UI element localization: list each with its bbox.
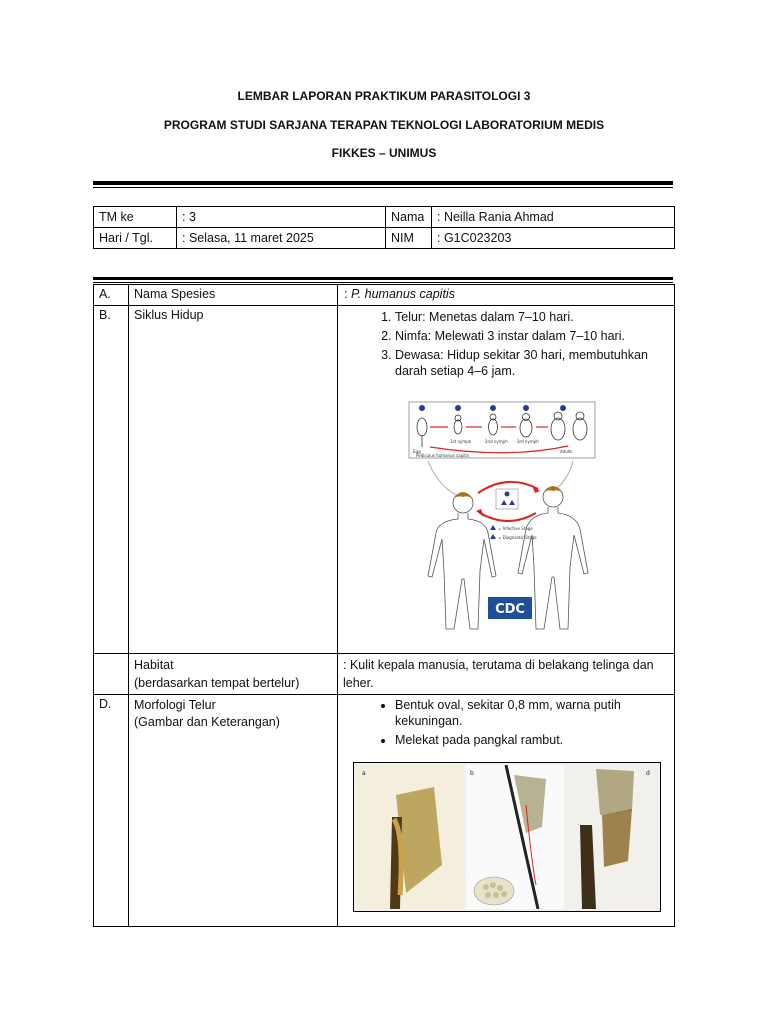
header-rule-thin	[93, 187, 673, 188]
row-egg-morphology	[94, 695, 675, 927]
row-d-letter: D.	[94, 695, 129, 927]
title-line-1: LEMBAR LAPORAN PRAKTIKUM PARASITOLOGI 3	[237, 89, 531, 103]
row-d-content	[338, 695, 675, 927]
row-habitat-letter	[94, 654, 129, 695]
nama-label: Nama	[386, 207, 432, 228]
egg-photo-d	[566, 765, 658, 909]
photo-label-a: a	[362, 770, 366, 777]
habitat-sublabel: (berdasarkan tempat bertelur)	[134, 676, 300, 690]
egg-photo-a	[356, 765, 464, 909]
row-a-label: Nama Spesies	[129, 285, 338, 306]
row-b-content	[338, 306, 675, 654]
species-name: P. humanus capitis	[350, 287, 455, 301]
title-line-2: PROGRAM STUDI SARJANA TERAPAN TEKNOLOGI LABORATORIUM MEDIS	[163, 118, 605, 132]
report-table	[93, 284, 675, 927]
hari-label: Hari / Tgl.	[94, 228, 177, 249]
lifecycle-item-adult: 3. Dewasa: Hidup sekitar 30 hari, membutuhkan darah setiap 4–6 jam.	[395, 347, 669, 379]
morphology-sublabel: (Gambar dan Keterangan)	[134, 715, 280, 729]
species-prefix: :	[344, 287, 351, 301]
header-rule-thick	[93, 181, 673, 185]
row-a-value	[338, 285, 675, 306]
nama-value: : Neilla Rania Ahmad	[432, 207, 675, 228]
tm-value: : 3	[177, 207, 386, 228]
section-rule-thin	[93, 282, 673, 283]
nim-label: NIM	[386, 228, 432, 249]
egg-photo-b	[466, 765, 564, 909]
morphology-list	[343, 697, 669, 748]
row-d-label	[129, 695, 338, 927]
photo-label-b: b	[470, 770, 474, 777]
habitat-label: Habitat	[134, 658, 174, 672]
cdc-logo-text: CDC	[495, 602, 525, 617]
row-b-label: Siklus Hidup	[129, 306, 338, 654]
row-lifecycle	[94, 306, 675, 654]
legend-infective: = Infective Stage	[498, 526, 533, 531]
lifecycle-item-nymph: 2. Nimfa: Melewati 3 instar dalam 7–10 hari.	[395, 328, 669, 344]
tm-label: TM ke	[94, 207, 177, 228]
lifecycle-item-egg: 1. Telur: Menetas dalam 7–10 hari.	[395, 309, 669, 325]
hari-value: : Selasa, 11 maret 2025	[177, 228, 386, 249]
lifecycle-diagram	[408, 401, 598, 639]
lifecycle-figure	[408, 401, 598, 639]
photo-label-d: d	[646, 770, 650, 777]
title-line-3: FIKKES – UNIMUS	[331, 146, 437, 160]
species-label: Pediculus humanus capitis	[416, 453, 470, 458]
stage-label-egg: Egg	[413, 449, 421, 454]
legend-diagnostic: = Diagnostic Stage	[498, 535, 537, 540]
lifecycle-list	[343, 309, 669, 379]
egg-micrographs	[353, 762, 661, 912]
stage-label-nymph1: 1st nymph	[450, 439, 472, 444]
stage-label-adults: Adults	[560, 449, 573, 454]
row-habitat-label	[129, 654, 338, 695]
row-species	[94, 285, 675, 306]
row-b-letter: B.	[94, 306, 129, 654]
stage-label-nymph2: 2nd nymph	[485, 439, 508, 444]
photo-label-c: c	[470, 872, 474, 879]
stage-label-nymph3: 3rd nymph	[517, 439, 539, 444]
row-habitat	[94, 654, 675, 695]
habitat-value: : Kulit kepala manusia, terutama di belakang telinga dan leher.	[338, 654, 675, 695]
morphology-item-attach: • Melekat pada pangkal rambut.	[395, 732, 669, 748]
section-rule-thick	[93, 277, 673, 280]
nim-value: : G1C023203	[432, 228, 675, 249]
morphology-item-shape: • Bentuk oval, sekitar 0,8 mm, warna putih kekuningan.	[395, 697, 669, 729]
morphology-label: Morfologi Telur	[134, 698, 216, 712]
info-table	[93, 206, 675, 249]
row-a-letter: A.	[94, 285, 129, 306]
